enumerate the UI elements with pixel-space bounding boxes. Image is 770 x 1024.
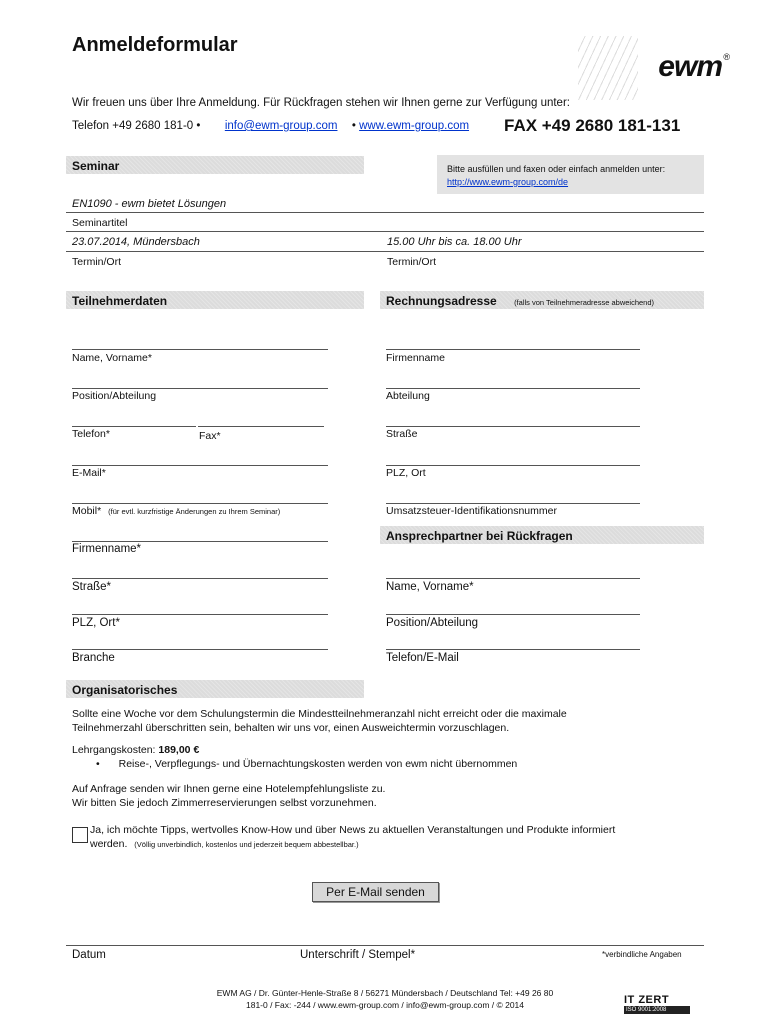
footer-line-1: EWM AG / Dr. Günter-Henle-Straße 8 / 56271 Mündersbach / Deutschland Tel: +49 26 80: [216, 988, 554, 998]
date-place-label: Termin/Ort: [72, 256, 122, 268]
ewm-logo: [570, 36, 730, 96]
mobile-field[interactable]: [72, 503, 328, 504]
mobile-note: (für evtl. kurzfristige Änderungen zu Ihrem Seminar): [108, 507, 281, 516]
branch-field[interactable]: [72, 649, 328, 650]
newsletter-line-2: [90, 837, 710, 852]
billing-street-label: Straße: [386, 428, 418, 440]
billing-department-label: Abteilung: [386, 390, 430, 402]
phone-text: Telefon +49 2680 181-0 •: [72, 120, 201, 132]
instructions-text: Bitte ausfüllen und faxen oder einfach anmelden unter:: [447, 164, 666, 174]
hotel-line-2: Wir bitten Sie jedoch Zimmerreservierungen selbst vorzunehmen.: [72, 797, 377, 809]
hotel-paragraph: [72, 782, 385, 810]
newsletter-checkbox[interactable]: [72, 827, 88, 843]
cost-note-line: [96, 757, 517, 771]
billing-zip-city-label: PLZ, Ort: [386, 467, 426, 479]
company-label: Firmenname*: [72, 543, 142, 555]
organisational-line-1: Sollte eine Woche vor dem Schulungstermin die Mindestteilnehmeranzahl nicht erreicht oder die maximale: [72, 708, 567, 720]
name-field[interactable]: [72, 349, 328, 350]
contact-line: [72, 120, 469, 132]
instructions-box: [437, 155, 704, 194]
cost-label: Lehrgangskosten:: [72, 744, 156, 756]
billing-band-label: Rechnungsadresse: [386, 294, 497, 308]
email-label: E-Mail*: [72, 467, 106, 479]
email-field[interactable]: [72, 465, 328, 466]
newsletter-line-1: Ja, ich möchte Tipps, wertvolles Know-How und über News zu aktuellen Veranstaltungen und Produkte informiert: [90, 824, 616, 836]
billing-zip-city-field[interactable]: [386, 465, 640, 466]
phone-field[interactable]: [72, 426, 196, 427]
street-field[interactable]: [72, 578, 328, 579]
contact-position-field[interactable]: [386, 614, 640, 615]
registration-link[interactable]: http://www.ewm-group.com/de: [447, 177, 569, 187]
hotel-line-1: Auf Anfrage senden wir Ihnen gerne eine Hotelempfehlungsliste zu.: [72, 783, 386, 795]
company-field[interactable]: [72, 541, 328, 542]
billing-company-field[interactable]: [386, 349, 640, 350]
position-field[interactable]: [72, 388, 328, 389]
branch-label: Branche: [72, 652, 115, 664]
mobile-label-text: Mobil*: [72, 505, 102, 517]
contact-phone-email-field[interactable]: [386, 649, 640, 650]
cost-note: Reise-, Verpflegungs- und Übernachtungskosten werden von ewm nicht übernommen: [118, 758, 518, 770]
seminar-title-value[interactable]: EN1090 - ewm bietet Lösungen: [72, 198, 227, 210]
signature-label: Unterschrift / Stempel*: [300, 949, 416, 961]
cost-line: [72, 743, 199, 757]
bullet: •: [96, 758, 100, 770]
organisational-band: Organisatorisches: [66, 680, 364, 698]
seminar-band: Seminar: [66, 156, 364, 174]
newsletter-note: (Völlig unverbindlich, kostenlos und jederzeit bequem abbestellbar.): [134, 840, 359, 849]
seminar-title-label: Seminartitel: [72, 217, 128, 229]
divider: [66, 231, 704, 232]
cert-sub: ISO 9001:2008: [624, 1006, 690, 1014]
intro-text: Wir freuen uns über Ihre Anmeldung. Für Rückfragen stehen wir Ihnen gerne zur Verfügung unter:: [72, 97, 570, 109]
vat-id-field[interactable]: [386, 503, 640, 504]
newsletter-text: [90, 823, 710, 852]
vat-id-label: Umsatzsteuer-Identifikationsnummer: [386, 505, 557, 517]
street-label: Straße*: [72, 581, 111, 593]
bullet: •: [351, 120, 356, 132]
contact-name-field[interactable]: [386, 578, 640, 579]
logo-text: ewm: [658, 50, 722, 83]
name-label: Name, Vorname*: [72, 352, 152, 364]
email-link[interactable]: info@ewm-group.com: [224, 120, 338, 132]
fax-field[interactable]: [198, 426, 324, 427]
mobile-label: [72, 505, 280, 517]
billing-band: [380, 291, 704, 309]
zip-city-label: PLZ, Ort*: [72, 617, 120, 629]
newsletter-line-2-text: werden.: [90, 838, 128, 850]
divider: [66, 212, 704, 213]
itzert-certification-logo: [624, 995, 694, 1013]
billing-department-field[interactable]: [386, 388, 640, 389]
fax-label: Fax*: [199, 430, 221, 442]
divider: [66, 251, 704, 252]
fax-number: FAX +49 2680 181-131: [504, 116, 681, 135]
web-link[interactable]: www.ewm-group.com: [359, 120, 470, 132]
contact-position-label: Position/Abteilung: [386, 617, 479, 629]
cert-text: IT ZERT: [624, 994, 670, 1006]
date-place-value[interactable]: 23.07.2014, Mündersbach: [72, 236, 200, 248]
billing-street-field[interactable]: [386, 426, 640, 427]
registered-mark: ®: [723, 52, 730, 62]
time-label: Termin/Ort: [387, 256, 437, 268]
contact-phone-email-label: Telefon/E-Mail: [386, 652, 459, 664]
position-label: Position/Abteilung: [72, 390, 157, 402]
cost-value: 189,00 €: [158, 744, 200, 756]
send-email-button[interactable]: Per E-Mail senden: [312, 882, 439, 902]
logo-stripes-decoration: [578, 36, 638, 100]
participant-band: Teilnehmerdaten: [66, 291, 364, 309]
page-title: Anmeldeformular: [72, 34, 238, 56]
organisational-line-2: Teilnehmerzahl überschritten sein, behalten wir uns vor, einen Ausweichtermin vorzuschlagen.: [72, 722, 510, 734]
organisational-paragraph: [72, 707, 712, 735]
time-value[interactable]: 15.00 Uhr bis ca. 18.00 Uhr: [387, 236, 522, 248]
required-note: *verbindliche Angaben: [602, 950, 682, 959]
billing-band-note: (falls von Teilnehmeradresse abweichend): [514, 298, 654, 307]
zip-city-field[interactable]: [72, 614, 328, 615]
date-label: Datum: [72, 949, 106, 961]
contact-person-band: Ansprechpartner bei Rückfragen: [380, 526, 704, 544]
signature-line[interactable]: [66, 945, 704, 946]
footer-line-2: 181-0 / Fax: -244 / www.ewm-group.com / info@ewm-group.com / © 2014: [245, 1000, 525, 1010]
phone-label: Telefon*: [72, 428, 110, 440]
contact-name-label: Name, Vorname*: [386, 581, 474, 593]
billing-company-label: Firmenname: [386, 352, 445, 364]
